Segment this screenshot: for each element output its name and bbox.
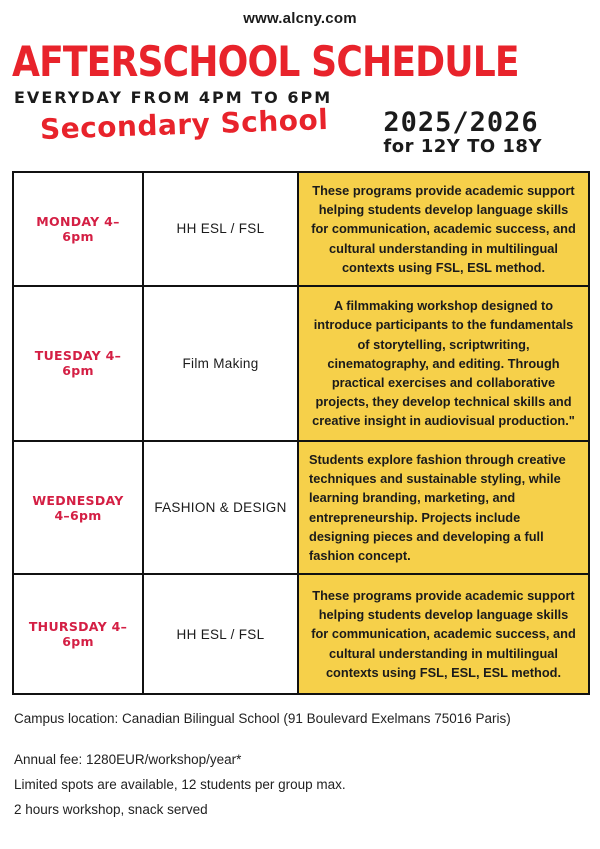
table-row-thursday <box>13 574 589 694</box>
page-title: AFTERSCHOOL SCHEDULE <box>12 37 519 86</box>
campus-location: Campus location: Canadian Bilingual School (91 Boulevard Exelmans 75016 Paris) <box>14 711 511 727</box>
site-url: www.alcny.com <box>243 10 357 27</box>
table-row-monday <box>13 172 589 286</box>
day-label: TUESDAY 4–6pm <box>13 286 143 441</box>
day-label: WEDNESDAY 4–6pm <box>13 441 143 574</box>
activity-label: FASHION & DESIGN <box>143 441 298 574</box>
description-text: Students explore fashion through creative techniques and sustainable styling, while learning branding, marketing, and entrepreneurship. Projects include designing pieces and developing a full fashion concept. <box>298 441 589 574</box>
activity-label: HH ESL / FSL <box>143 172 298 286</box>
description-text: A filmmaking workshop designed to introduce participants to the fundamentals of storytelling, scriptwriting, cinematography, and editing. Through practical exercises and collaborative projects, they develop technical skills and creative insight in audiovisual production." <box>298 286 589 441</box>
table-row-tuesday <box>13 286 589 441</box>
age-range-label: for 12Y TO 18Y <box>383 136 542 157</box>
description-text: These programs provide academic support helping students develop language skills for communication, academic success, and cultural understanding in multilingual contexts using FSL, ESL method. <box>298 172 589 286</box>
description-text: These programs provide academic support helping students develop language skills for communication, academic success, and cultural understanding in multilingual contexts using FSL, ESL, ESL method. <box>298 574 589 694</box>
activity-label: HH ESL / FSL <box>143 574 298 694</box>
schedule-table <box>12 171 590 695</box>
activity-label: Film Making <box>143 286 298 441</box>
year-block <box>383 107 542 157</box>
school-name: Secondary School <box>39 102 329 146</box>
footer-notes <box>14 711 586 821</box>
schedule-subtitle: EVERYDAY FROM 4PM TO 6PM <box>14 88 333 107</box>
header-row <box>39 102 542 157</box>
spots-note: Limited spots are available, 12 students per group max. <box>14 776 346 792</box>
duration-note: 2 hours workshop, snack served <box>14 801 208 817</box>
day-label: THURSDAY 4–6pm <box>13 574 143 694</box>
annual-fee: Annual fee: 1280EUR/workshop/year* <box>14 752 242 768</box>
table-row-wednesday <box>13 441 589 574</box>
day-label: MONDAY 4–6pm <box>13 172 143 286</box>
year-label: 2025/2026 <box>383 107 539 138</box>
